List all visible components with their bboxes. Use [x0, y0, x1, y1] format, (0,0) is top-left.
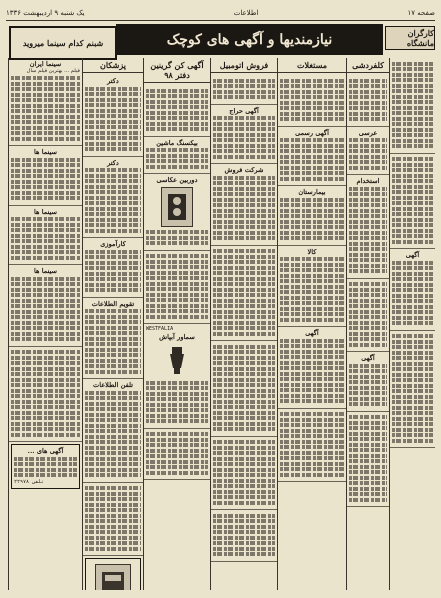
ad-block: کالا	[278, 246, 346, 328]
ad-block	[347, 412, 389, 508]
ad-block: آگهی	[347, 352, 389, 412]
ad-block	[211, 341, 277, 437]
sprayer-icon	[162, 344, 192, 378]
issue-date: یک شنبه ۹ اردیبهشت ۱۳۳۶	[6, 9, 85, 17]
ad-block	[9, 347, 82, 443]
column-right	[389, 58, 435, 590]
column-cars	[210, 58, 277, 590]
ad-block: عرسی	[347, 127, 389, 176]
column-header: کلفردشی	[347, 58, 389, 73]
ad-block: کارآموزی	[83, 238, 143, 298]
column-header: آگهی کن گرینین دفتر ۹۸	[144, 58, 210, 83]
ad-block	[278, 75, 346, 127]
ad-block: تلفن الطلاعات	[83, 379, 143, 483]
column-doctors	[82, 58, 143, 590]
ad-block: سینما ها	[9, 265, 82, 347]
ad-block	[211, 75, 277, 105]
ad-block: آگهی حراج	[211, 105, 277, 165]
product-ad-box	[85, 558, 141, 590]
ad-block: بیمارستان	[278, 186, 346, 246]
ad-box-bottom: آگهی های ... تلفن ۲۲۹۷۸	[11, 444, 80, 489]
ad-block	[211, 246, 277, 342]
column-maids	[346, 58, 389, 590]
ad-block: تقویم الطلاعات	[83, 298, 143, 380]
ad-block: آگهی	[278, 327, 346, 409]
ad-block	[278, 409, 346, 483]
cinema-banner	[9, 26, 117, 60]
ad-block	[347, 75, 389, 127]
column-header: فروش اتومبیل	[211, 58, 277, 73]
ad-block	[347, 279, 389, 353]
ad-block: سینما ها	[9, 206, 82, 266]
ad-block	[83, 483, 143, 557]
section-name: اطلاعات	[233, 9, 259, 17]
ad-block: استخدام	[347, 175, 389, 279]
page-header-line	[6, 6, 435, 21]
ad-block: بیکسنگ ماشین	[144, 137, 210, 175]
ad-block: شرکت فروش	[211, 164, 277, 246]
page-number: صفحه ۱۷	[407, 9, 435, 17]
ad-block	[144, 85, 210, 137]
column-header: مستغلات	[278, 58, 346, 73]
ad-block	[211, 437, 277, 511]
ad-block: WESTFALIA سماور آبپاش	[144, 324, 210, 429]
sprayer-image	[162, 344, 192, 378]
camera-image	[161, 187, 193, 227]
ad-block: آگهی رسمی	[278, 127, 346, 187]
ad-block: سینما ها	[9, 146, 82, 206]
ad-block	[390, 154, 435, 250]
ad-block	[390, 58, 435, 154]
column-real-estate	[277, 58, 346, 590]
product-image	[95, 564, 131, 590]
ad-block: دوربین عکاسی	[144, 174, 210, 251]
box-icon	[99, 568, 127, 590]
banner-title: نیازمندیها و آگهی های کوچک	[166, 31, 333, 48]
ad-block	[144, 251, 210, 325]
column-header: پزشکان	[83, 58, 143, 73]
ad-block: آگهی	[390, 249, 435, 331]
ad-block	[390, 331, 435, 449]
camera-icon	[165, 191, 189, 223]
ad-block	[144, 429, 210, 481]
column-camera	[143, 58, 210, 590]
ad-block: دکتر	[83, 75, 143, 157]
ad-block: دکتر	[83, 157, 143, 239]
cinema-banner-title: شبنم کدام سینما میروید	[22, 38, 104, 48]
ad-block: سینما ایران فیلم ... بهترین فیلم سال	[9, 58, 82, 146]
ad-block	[211, 510, 277, 562]
classifieds-banner	[116, 24, 383, 55]
column-cinemas	[8, 58, 82, 590]
corner-headline: کارگران مانشگاه	[385, 26, 435, 50]
